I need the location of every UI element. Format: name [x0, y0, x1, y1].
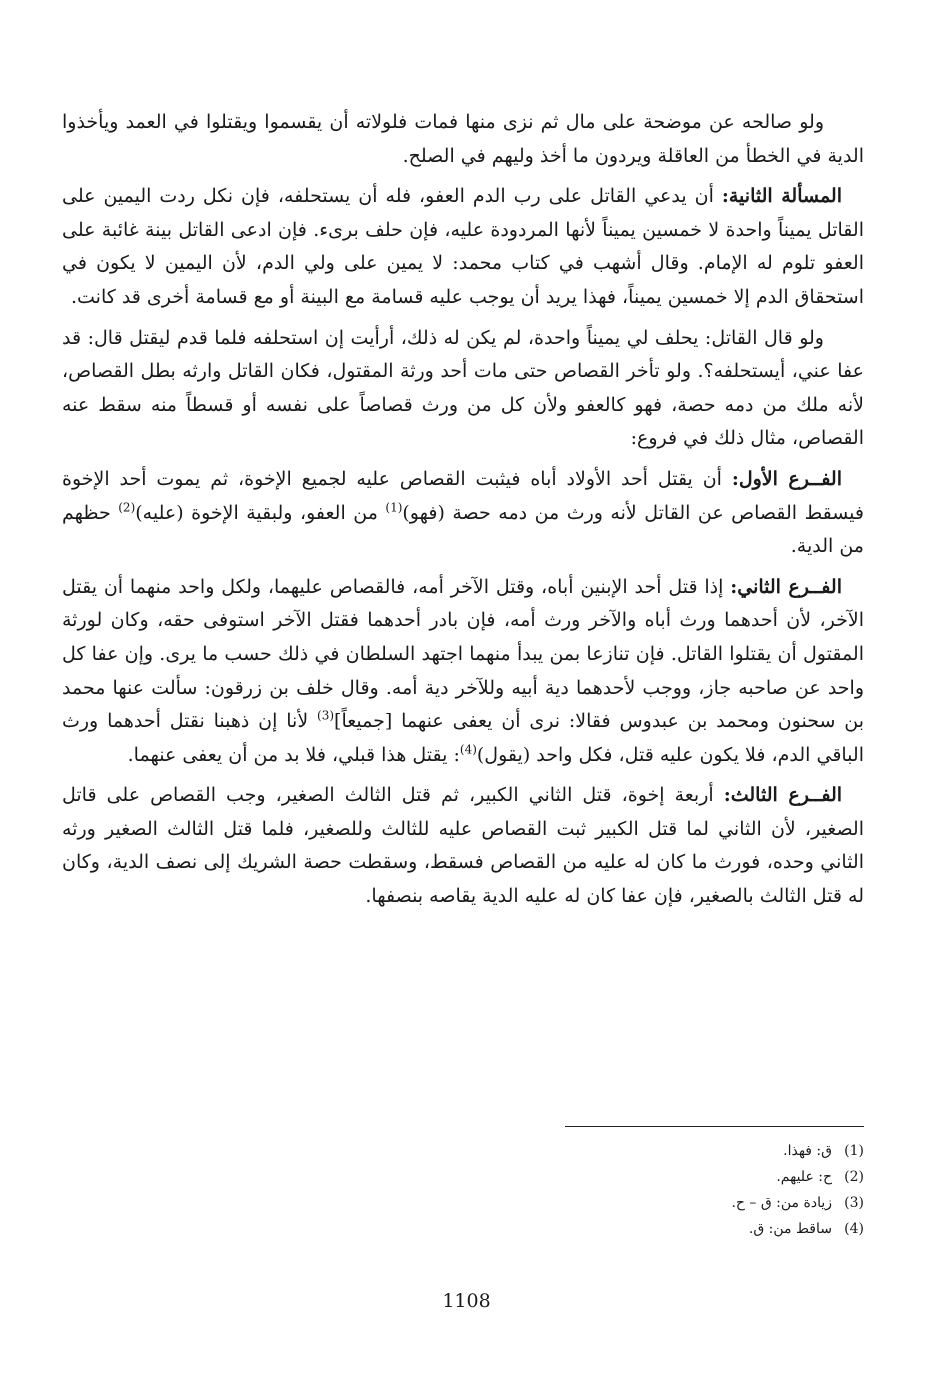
- footnote-ref-1: (1): [385, 500, 403, 515]
- footnote-ref-4: (4): [459, 742, 477, 757]
- paragraph-text: أن يقتل أحد الأولاد أباه فيثبت القصاص عليه لجميع الإخوة، ثم يموت أحد الإخوة فيسقط القصاص عن القاتل لأنه ورث من دمه حصة (فهو): [62, 467, 864, 524]
- footnote-text: زيادة من: ق – ح.: [731, 1195, 832, 1211]
- paragraph-text: من العفو، ولبقية الإخوة (عليه): [135, 501, 386, 524]
- paragraph-text: إذا قتل أحد الإبنين أباه، وقتل الآخر أمه، فالقصاص عليهما، ولكل واحد منهما أن يقتل الآخر، لأن أحدهما ورث أباه والآخر ورث أمه، فإن بادر أحدهما فقتل الآخر استوفى حقه، وكان لورثة المقتول أن يقتلوا القاتل. فإن تنازعا بمن يبدأ منهما اجتهد السلطان في ذلك حسب ما يرى. وإن عفا كل واحد عن صاحبه جاز، ووجب لأحدهما دية أبيه وللآخر دية أمه. وقال خلف بن زرقون: سألت عنها محمد بن سحنون ومحمد بن عبدوس فقالا: نرى أن يعفى عنهما [جميعاً]: [62, 575, 865, 733]
- footnotes: [500, 1138, 864, 1242]
- paragraph-6: [62, 779, 864, 913]
- footnote-text: ح: عليهم.: [776, 1169, 832, 1185]
- section-heading: الفــرع الثاني:: [730, 575, 842, 598]
- footnote-text: ساقط من: ق.: [748, 1221, 832, 1237]
- paragraph-text: أن يدعي القاتل على رب الدم العفو، فله أن يستحلفه، فإن نكل ردت اليمين على القاتل يميناً واحدة لا خمسين يميناً لأنها المردودة عليه، فإن حلف برىء. فإن ادعى القاتل بينة غائبة على العفو تلوم له الإمام. وقال أشهب في كتاب محمد: لا يمين على ولي الدم، لأن اليمين لا يكون في استحقاق الدم إلا خمسين يميناً، فهذا يريد أن يوجب عليه قسامة مع البينة أو مع قسامة أخرى قد كانت.: [62, 185, 864, 308]
- section-heading: الفــرع الثالث:: [723, 784, 843, 807]
- paragraph-text: ولو قال القاتل: يحلف لي يميناً واحدة، لم يكن له ذلك، أرأيت إن استحلفه فلما قدم ليقتل قال: قد عفا عني، أيستحلفه؟. ولو تأخر القصاص حتى مات أحد ورثة المقتول، فكان القاتل وارثه بطل القصاص، لأنه ملك من دمه حصة، فهو كالعفو ولأن كل من ورث قصاصاً على نفسه أو قسطاً منه سقط عنه القصاص، مثال ذلك في فروع:: [62, 326, 864, 450]
- footnote-1: [500, 1138, 864, 1164]
- footnote-3: [500, 1190, 864, 1216]
- footnote-divider: [565, 1126, 864, 1127]
- footnote-ref-2: (2): [118, 500, 136, 515]
- paragraph-2: [62, 180, 864, 314]
- footnote-2: [500, 1164, 864, 1190]
- footnote-text: ق: فهذا.: [783, 1143, 832, 1159]
- paragraph-3: [62, 322, 864, 456]
- footnote-number: (3): [844, 1195, 864, 1211]
- footnote-number: (4): [844, 1221, 864, 1237]
- main-text: [62, 106, 864, 921]
- paragraph-text: ولو صالحه عن موضحة على مال ثم نزى منها فمات فلولاته أن يقسموا ويقتلوا في العمد ويأخذوا الدية في الخطأ من العاقلة ويردون ما أخذ وليهم في الصلح.: [62, 111, 864, 167]
- section-heading: المسألة الثانية:: [721, 185, 842, 208]
- footnote-ref-3: (3): [317, 708, 335, 723]
- paragraph-5: [62, 571, 864, 773]
- paragraph-text: حظهم من الدية.: [62, 501, 864, 558]
- paragraph-4: [62, 463, 864, 564]
- paragraph-text: لأنا إن ذهبنا نقتل أحدهما ورث الباقي الدم، فلا يكون عليه قتل، فكل واحد (يقول): [62, 710, 864, 766]
- footnote-number: (1): [844, 1143, 864, 1159]
- footnote-number: (2): [844, 1169, 864, 1185]
- paragraph-text: أربعة إخوة، قتل الثاني الكبير، ثم قتل الثالث الصغير، وجب القصاص على قاتل الصغير، لأن الثاني لما قتل الكبير ثبت القصاص عليه للثالث وللصغير، فلما قتل الثالث الصغير ورثه الثاني وحده، فورث ما كان له عليه من القصاص فسقط، وسقطت حصة الشريك إلى نصف الدية، وكان له قتل الثالث بالصغير، فإن عفا كان له عليه الدية يقاصه بنصفها.: [62, 784, 864, 908]
- footnote-4: [500, 1216, 864, 1242]
- paragraph-1: [62, 106, 864, 173]
- page-number: 1108: [442, 1290, 491, 1312]
- paragraph-text: : يقتل هذا قبلي، فلا بد من أن يعفى عنهما.: [127, 743, 460, 766]
- section-heading: الفــرع الأول:: [731, 467, 842, 490]
